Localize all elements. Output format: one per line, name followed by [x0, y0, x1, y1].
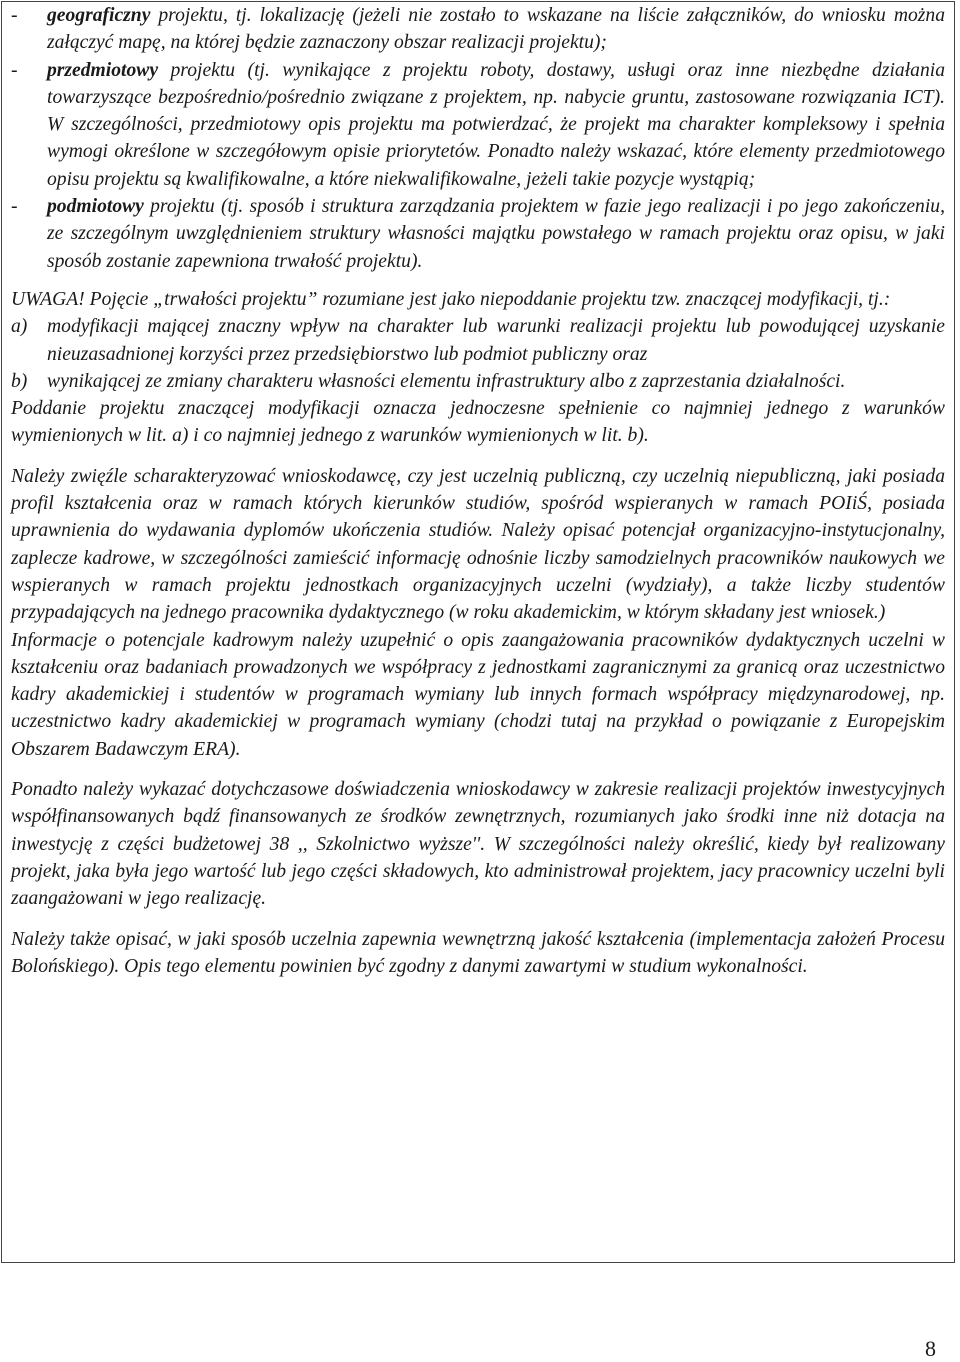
ponadto-paragraph: Ponadto należy wykazać dotychczasowe doświadczenia wnioskodawcy w zakresie realizacji projektów inwestycyjnych współfinansowanych bądź finansowanych ze środków zewnętrznych, rozumianych jako środki inne niż dotacja na inwestycję z części budżetowej 38 ,, Szkolnictwo wyższe''. W szczególności należy określić, kiedy był realizowany projekt, jaka była jego wartość lub jego części składowych, kto administrował projektem, jacy pracownicy uczelni byli zaangażowani w jego realizację.	[11, 779, 945, 910]
lettered-marker: a)	[11, 316, 28, 338]
list-item-podmiotowy	[11, 193, 945, 275]
list-item-przedmiotowy	[11, 57, 945, 193]
lettered-marker: b)	[11, 370, 28, 392]
list-item-geograficzny	[11, 2, 945, 57]
list-marker: -	[11, 196, 18, 218]
uwaga-note: UWAGA! Pojęcie „trwałości projektu” rozumiane jest jako niepoddanie projektu tzw. znaczącej modyfikacji, tj.:	[11, 288, 891, 310]
lettered-item-b	[11, 368, 945, 395]
list-text: projektu (tj. sposób i struktura zarządzania projektem w fazie jego realizacji i po jego zakończeniu, ze szczególnym uwzględnieniem struktury własności majątku powstałego w ramach projektu oraz opisu, w jaki sposób zostanie zapewniona trwałość projektu).	[47, 196, 945, 272]
document-body	[11, 2, 945, 980]
list-marker: -	[11, 5, 18, 26]
list-text: projektu (tj. wynikające z projektu roboty, dostawy, usługi oraz inne niezbędne działania towarzyszące bezpośrednio/pośrednio związane z projektem, np. nabycie gruntu, zastosowane rozwiązania ICT). W szczególności, przedmiotowy opis projektu ma potwierdzać, że projekt ma charakter kompleksowy i spełnia wymogi określone w szczegółowym opisie priorytetów. Ponadto należy wskazać, które elementy przedmiotowego opisu projektu są kwalifikowalne, a które niekwalifikowalne, jeżeli takie pozycje wystąpią;	[47, 59, 945, 190]
list-marker: -	[11, 59, 18, 81]
page-number: 8	[925, 1336, 936, 1361]
lettered-text: modyfikacji mającej znaczny wpływ na charakter lub warunki realizacji projektu lub powodującej uzyskanie nieuzasadnionej korzyści przez przedsiębiorstwo lub podmiot publiczny oraz	[47, 316, 945, 365]
poddanie-paragraph: Poddanie projektu znaczącej modyfikacji oznacza jednoczesne spełnienie co najmniej jednego z warunków wymienionych w lit. a) i co najmniej jednego z warunków wymienionych w lit. b).	[11, 398, 945, 447]
jakosc-paragraph: Należy także opisać, w jaki sposób uczelnia zapewnia wewnętrzną jakość kształcenia (implementacja założeń Procesu Bolońskiego). Opis tego elementu powinien być zgodny z danymi zawartymi w studium wykonalności.	[11, 928, 945, 977]
list-term: podmiotowy	[47, 196, 144, 218]
list-term: przedmiotowy	[47, 59, 159, 81]
lettered-item-a	[11, 313, 945, 368]
lettered-text: wynikającej ze zmiany charakteru własności elementu infrastruktury albo z zaprzestania działalności.	[47, 370, 846, 392]
list-term: geograficzny	[47, 5, 151, 26]
wnioskodawca-paragraph: Należy zwięźle scharakteryzować wnioskodawcę, czy jest uczelnią publiczną, czy uczelnią niepubliczną, jaki posiada profil kształcenia oraz w ramach których kierunków studiów, spośród wspieranych w ramach POIiŚ, posiada uprawnienia do wydawania dyplomów ukończenia studiów. Należy opisać potencjał organizacyjno-instytucjonalny, zaplecze kadrowe, w szczególności zamieścić informację odnośnie liczby samodzielnych pracowników naukowych we wspieranych w ramach projektu jednostkach organizacyjnych uczelni (wydziały), a także liczby studentów przypadających na jednego pracownika dydaktycznego (w roku akademickim, w którym składany jest wniosek.)	[11, 465, 945, 624]
informacje-paragraph: Informacje o potencjale kadrowym należy uzupełnić o opis zaangażowania pracowników dydaktycznych uczelni w kształceniu oraz badaniach prowadzonych we współpracy z jednostkami zagranicznymi za granicą oraz uczestnictwo kadry akademickiej i studentów w programach wymiany lub innych formach współpracy międzynarodowej, np. uczestnictwo kadry akademickiej w programach wymiany (chodzi tutaj na przykład o powiązanie z Europejskim Obszarem Badawczym ERA).	[11, 629, 945, 760]
list-text: projektu, tj. lokalizację (jeżeli nie zostało to wskazane na liście załączników, do wniosku można załączyć mapę, na której będzie zaznaczony obszar realizacji projektu);	[47, 5, 945, 54]
